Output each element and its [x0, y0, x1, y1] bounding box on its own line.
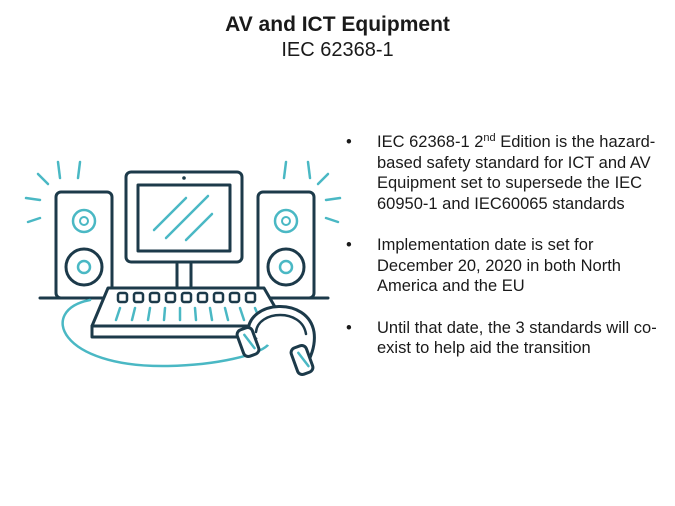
bullet-text: Until that date, the 3 standards will co-exist to help aid the transition — [377, 318, 657, 357]
monitor-icon — [126, 172, 242, 286]
bullet-text-part: IEC 62368-1 2 — [377, 133, 484, 151]
bullet-text-part: Edition is the hazard-based safety standard for ICT and AV Equipment set to supersede the IEC 60950-1 and IEC60065 standards — [377, 133, 656, 213]
speaker-right-icon — [258, 192, 314, 298]
bullet-marker: • — [346, 318, 352, 337]
bullet-text: Implementation date is set for December 20, 2020 in both North America and the EU — [377, 236, 621, 295]
slide-title: AV and ICT Equipment — [225, 13, 450, 36]
title-block — [0, 12, 675, 62]
speaker-left-icon — [56, 192, 112, 298]
bullet-item-implementation — [343, 235, 663, 297]
ordinal-suffix: nd — [483, 132, 496, 144]
bullet-marker: • — [346, 133, 352, 151]
bullet-marker: • — [346, 236, 352, 254]
bullet-item-standard — [343, 132, 663, 214]
bullet-list — [343, 132, 663, 380]
slide-subtitle: IEC 62368-1 — [281, 39, 394, 61]
bullet-item-coexist — [343, 318, 663, 359]
av-equipment-illustration — [18, 150, 348, 380]
